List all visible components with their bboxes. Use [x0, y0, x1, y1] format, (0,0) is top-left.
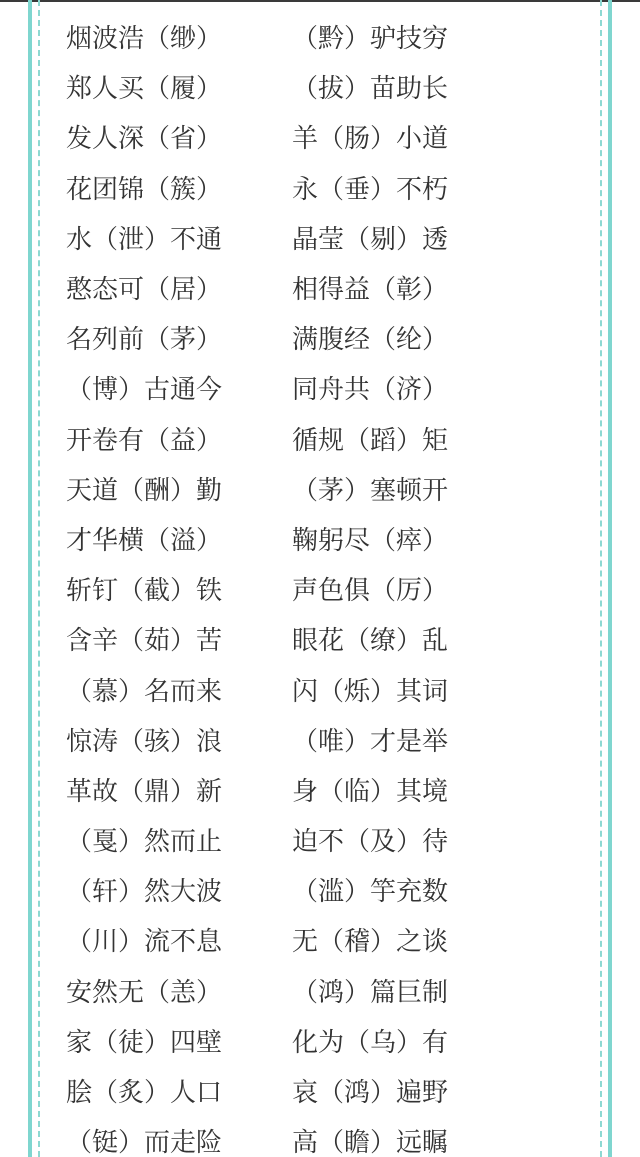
idiom-left: 惊涛（骇）浪: [66, 726, 223, 757]
list-item: [66, 566, 586, 616]
idiom-left: （川）流不息: [66, 927, 223, 958]
list-item: [66, 215, 586, 265]
idiom-left: 才华横（溢）: [66, 525, 223, 556]
idiom-right: 满腹经（纶）: [292, 325, 449, 356]
idiom-right: 晶莹（剔）透: [292, 224, 449, 255]
idiom-left: 名列前（茅）: [66, 325, 223, 356]
idiom-left: （戛）然而止: [66, 827, 223, 858]
idiom-left: （轩）然大波: [66, 877, 223, 908]
list-item: [66, 616, 586, 666]
idiom-left: （博）古通今: [66, 375, 223, 406]
idiom-right: 化为（乌）有: [292, 1027, 449, 1058]
idiom-right: 鞠躬尽（瘁）: [292, 525, 449, 556]
idiom-right: 声色俱（厉）: [292, 576, 449, 607]
list-item: [66, 64, 586, 114]
list-item: [66, 365, 586, 415]
list-item: [66, 666, 586, 716]
idiom-right: （拔）苗助长: [292, 74, 449, 105]
list-item: [66, 1068, 586, 1118]
idiom-left: 含辛（茹）苦: [66, 626, 223, 657]
idiom-right: （茅）塞顿开: [292, 475, 449, 506]
idiom-left: 天道（酬）勤: [66, 475, 223, 506]
idiom-left: （铤）而走险: [66, 1128, 223, 1157]
idiom-left: 脍（炙）人口: [66, 1078, 223, 1109]
list-item: [66, 717, 586, 767]
idiom-left: 家（徒）四壁: [66, 1027, 223, 1058]
list-item: [66, 315, 586, 365]
idiom-right: （滥）竽充数: [292, 877, 449, 908]
idiom-left: （慕）名而来: [66, 676, 223, 707]
list-item: [66, 817, 586, 867]
idiom-right: 眼花（缭）乱: [292, 626, 449, 657]
list-item: [66, 466, 586, 516]
idiom-right: 羊（肠）小道: [292, 124, 449, 155]
idiom-right: 无（稽）之谈: [292, 927, 449, 958]
idiom-left: 郑人买（履）: [66, 74, 223, 105]
idiom-right: （黔）驴技穷: [292, 24, 449, 55]
idiom-left: 花团锦（簇）: [66, 174, 223, 205]
list-item: [66, 265, 586, 315]
list-item: [66, 767, 586, 817]
idiom-right: 闪（烁）其词: [292, 676, 449, 707]
idiom-right: 相得益（彰）: [292, 275, 449, 306]
list-item: [66, 165, 586, 215]
idiom-list: [66, 14, 586, 1157]
idiom-left: 水（泄）不通: [66, 224, 223, 255]
idiom-left: 斩钉（截）铁: [66, 576, 223, 607]
list-item: [66, 516, 586, 566]
idiom-left: 烟波浩（缈）: [66, 24, 223, 55]
idiom-left: 安然无（恙）: [66, 977, 223, 1008]
idiom-right: 哀（鸿）遍野: [292, 1078, 449, 1109]
idiom-right: 循规（蹈）矩: [292, 425, 449, 456]
list-item: [66, 416, 586, 466]
idiom-left: 开卷有（益）: [66, 425, 223, 456]
idiom-left: 憨态可（居）: [66, 275, 223, 306]
list-item: [66, 917, 586, 967]
idiom-left: 革故（鼎）新: [66, 776, 223, 807]
idiom-right: 同舟共（济）: [292, 375, 449, 406]
list-item: [66, 968, 586, 1018]
idiom-right: （鸿）篇巨制: [292, 977, 449, 1008]
list-item: [66, 1018, 586, 1068]
list-item: [66, 1118, 586, 1157]
idiom-right: 永（垂）不朽: [292, 174, 449, 205]
idiom-right: 迫不（及）待: [292, 827, 449, 858]
idiom-left: 发人深（省）: [66, 124, 223, 155]
idiom-right: 身（临）其境: [292, 776, 449, 807]
list-item: [66, 114, 586, 164]
list-item: [66, 867, 586, 917]
idiom-right: 高（瞻）远瞩: [292, 1128, 449, 1157]
list-item: [66, 14, 586, 64]
idiom-right: （唯）才是举: [292, 726, 449, 757]
